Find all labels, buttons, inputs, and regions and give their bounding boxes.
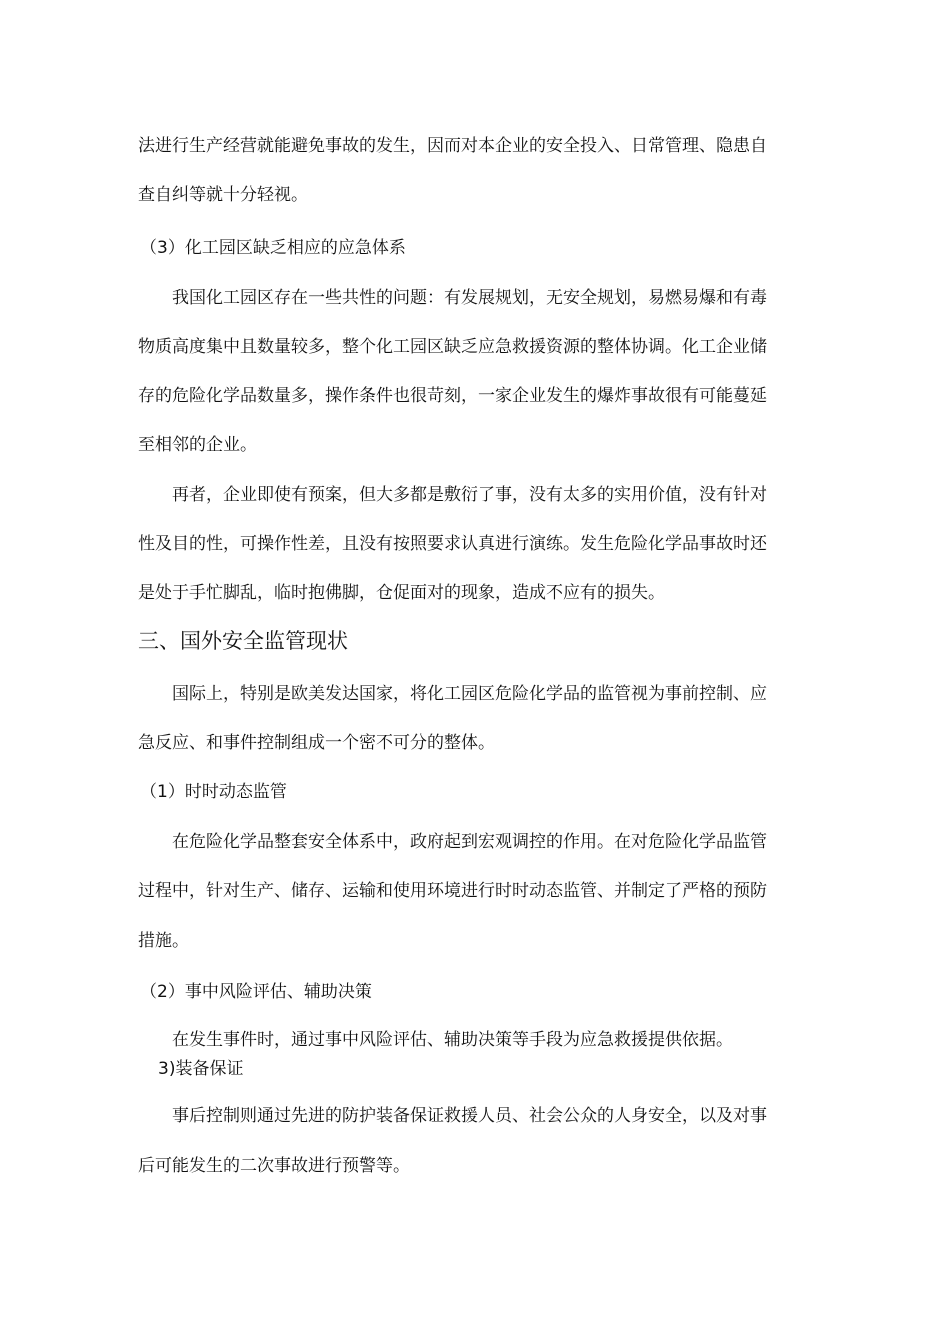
paragraph-line: 查自纠等就十分轻视。 bbox=[138, 185, 308, 205]
paragraph-line: 事后控制则通过先进的防护装备保证救援人员、社会公众的人身安全，以及对事 bbox=[172, 1106, 767, 1126]
section-heading: 三、国外安全监管现状 bbox=[138, 629, 348, 653]
paragraph-line: 在危险化学品整套安全体系中，政府起到宏观调控的作用。在对危险化学品监管 bbox=[172, 832, 767, 852]
subheading-2: （2）事中风险评估、辅助决策 bbox=[140, 982, 372, 1002]
subheading-1: （1）时时动态监管 bbox=[140, 782, 287, 802]
paragraph-line: 存的危险化学品数量多，操作条件也很苛刻，一家企业发生的爆炸事故很有可能蔓延 bbox=[138, 386, 767, 406]
paragraph-line: 至相邻的企业。 bbox=[138, 435, 257, 455]
paragraph-line: 性及目的性，可操作性差，且没有按照要求认真进行演练。发生危险化学品事故时还 bbox=[138, 534, 767, 554]
paragraph-line: 措施。 bbox=[138, 931, 189, 951]
paragraph-line: 再者，企业即使有预案，但大多都是敷衍了事，没有太多的实用价值，没有针对 bbox=[172, 485, 767, 505]
paragraph-line: 是处于手忙脚乱，临时抱佛脚，仓促面对的现象，造成不应有的损失。 bbox=[138, 583, 665, 603]
subheading-3b: 3)装备保证 bbox=[158, 1059, 244, 1079]
paragraph-line: 在发生事件时，通过事中风险评估、辅助决策等手段为应急救援提供依据。 bbox=[172, 1030, 733, 1050]
paragraph-line: 后可能发生的二次事故进行预警等。 bbox=[138, 1156, 410, 1176]
subheading-3: （3）化工园区缺乏相应的应急体系 bbox=[140, 238, 406, 258]
paragraph-line: 过程中，针对生产、储存、运输和使用环境进行时时动态监管、并制定了严格的预防 bbox=[138, 881, 767, 901]
paragraph-line: 急反应、和事件控制组成一个密不可分的整体。 bbox=[138, 733, 495, 753]
paragraph-line: 物质高度集中且数量较多，整个化工园区缺乏应急救援资源的整体协调。化工企业储 bbox=[138, 337, 767, 357]
paragraph-line: 法进行生产经营就能避免事故的发生，因而对本企业的安全投入、日常管理、隐患自 bbox=[138, 136, 767, 156]
paragraph-line: 国际上，特别是欧美发达国家，将化工园区危险化学品的监管视为事前控制、应 bbox=[172, 684, 767, 704]
paragraph-line: 我国化工园区存在一些共性的问题：有发展规划，无安全规划，易燃易爆和有毒 bbox=[172, 288, 767, 308]
